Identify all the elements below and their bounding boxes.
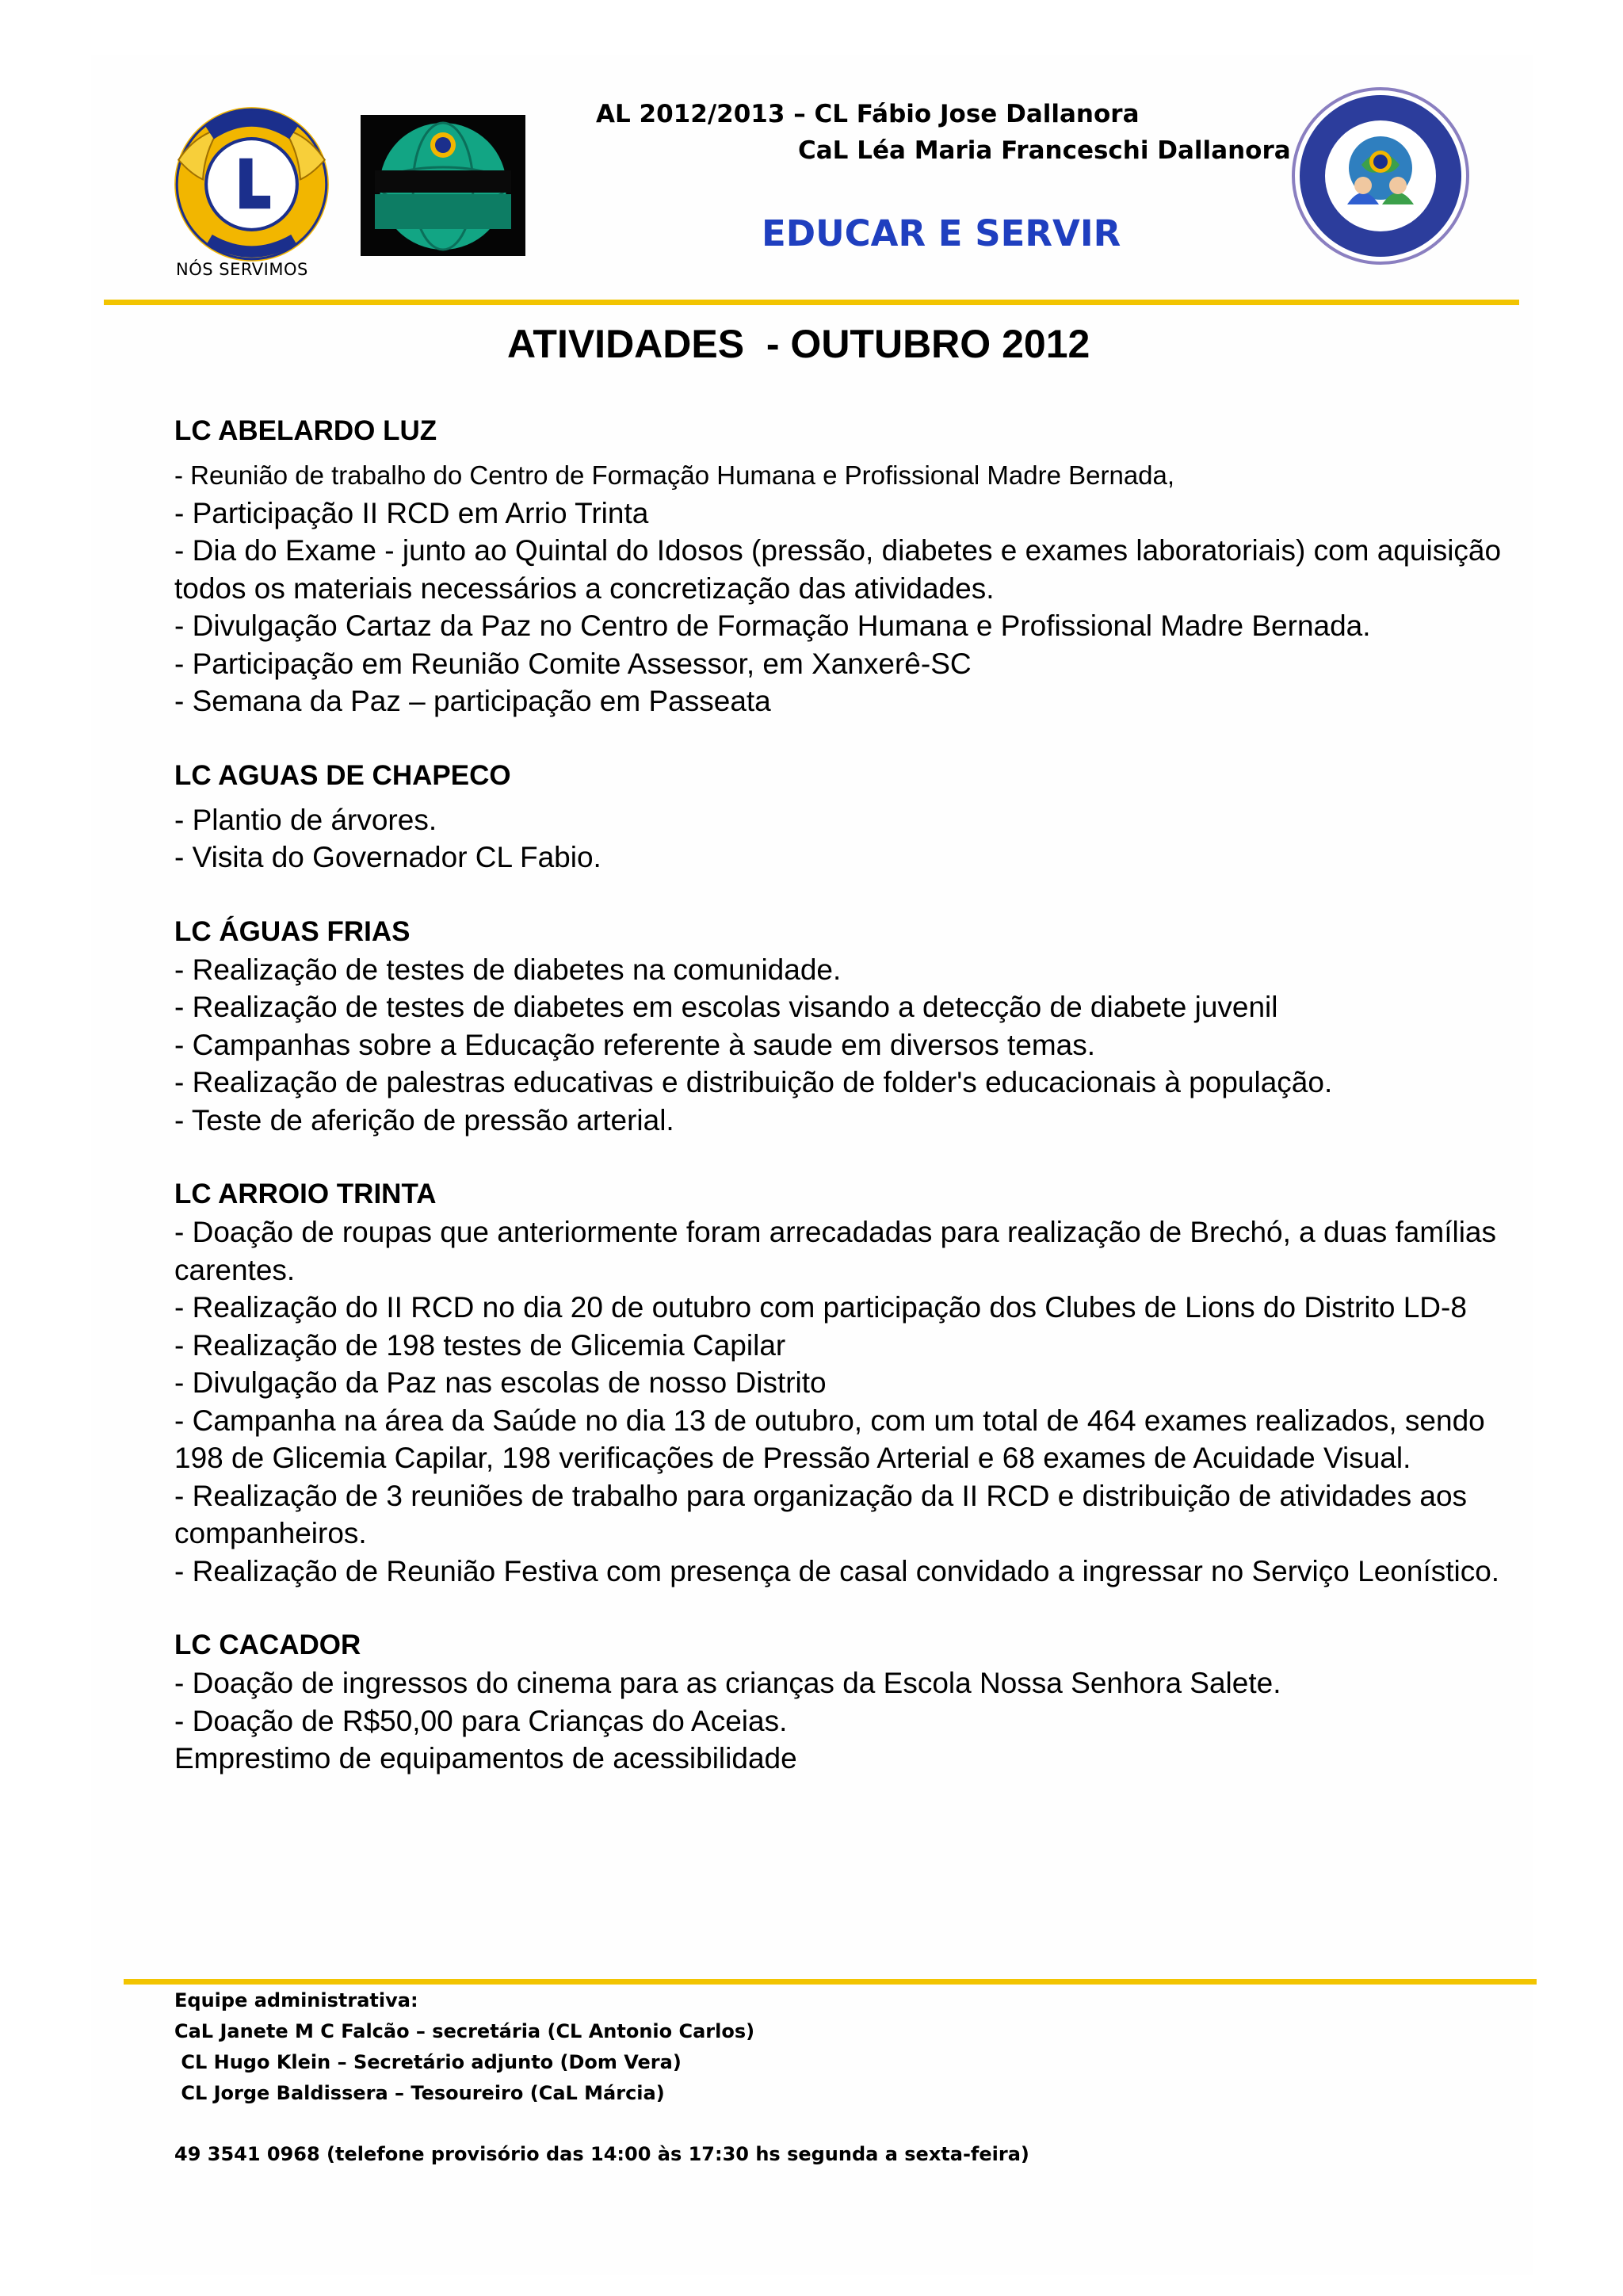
club-name: LC ABELARDO LUZ	[174, 415, 437, 446]
club-section	[174, 1626, 1506, 1778]
club-name: LC ARROIO TRINTA	[174, 1179, 437, 1209]
district-seal-educar-e-servir	[1290, 86, 1471, 266]
activity-item: - Realização de testes de diabetes na comunidade.	[174, 953, 842, 986]
club-name: LC AGUAS DE CHAPECO	[174, 759, 511, 791]
activity-item: - Reunião de trabalho do Centro de Formação Humana e Profissional Madre Bernada,	[174, 460, 1175, 490]
activity-item: - Realização de palestras educativas e distribuição de folder's educacionais à população.	[174, 1066, 1333, 1098]
lions-motto-caption: NÓS SERVIMOS	[176, 260, 308, 279]
activity-item: - Realização do II RCD no dia 20 de outubro com participação dos Clubes de Lions do Distrito LD-8	[174, 1291, 1467, 1324]
activity-item: - Semana da Paz – participação em Passeata	[174, 685, 771, 717]
club-name: LC ÁGUAS FRIAS	[174, 915, 411, 947]
activity-item: - Realização de testes de diabetes em escolas visando a detecção de diabete juvenil	[174, 991, 1278, 1023]
activity-item: - Doação de roupas que anteriormente foram arrecadadas para realização de Brechó, a duas famílias carentes.	[174, 1216, 1496, 1286]
activity-item: - Participação II RCD em Arrio Trinta	[174, 496, 649, 529]
activity-item: - Visita do Governador CL Fabio.	[174, 841, 601, 873]
lions-international-logo	[170, 103, 333, 266]
governor-line: AL 2012/2013 – CL Fábio Jose Dallanora	[596, 100, 1140, 128]
activity-item: - Doação de R$50,00 para Crianças do Aceias.	[174, 1704, 788, 1737]
activity-item: - Realização de 3 reuniões de trabalho para organização da II RCD e distribuição de atividades aos companheiros.	[174, 1479, 1468, 1549]
activity-item: - Teste de aferição de pressão arterial.	[174, 1103, 674, 1137]
activity-item: - Doação de ingressos do cinema para as crianças da Escola Nossa Senhora Salete.	[174, 1667, 1281, 1699]
activity-item: Emprestimo de equipamentos de acessibilidade	[174, 1742, 797, 1775]
activity-item: - Realização de 198 testes de Glicemia Capilar	[174, 1328, 786, 1362]
club-section	[174, 757, 1506, 877]
footer-team-member: CaL Janete M C Falcão – secretária (CL Antonio Carlos)	[174, 2020, 755, 2042]
district-motto: EDUCAR E SERVIR	[762, 212, 1121, 254]
page-title: ATIVIDADES - OUTUBRO 2012	[507, 322, 1090, 366]
club-section	[174, 1175, 1506, 1590]
club-section	[174, 412, 1506, 720]
world-of-service-logo	[361, 115, 525, 256]
footer-team-member: CL Hugo Klein – Secretário adjunto (Dom Vera)	[174, 2051, 682, 2073]
activity-item: - Plantio de árvores.	[174, 803, 437, 836]
activity-item: - Dia do Exame - junto ao Quintal do Idosos (pressão, diabetes e exames laboratoriais) com aquisição todos os materiais necessários a concretização das atividades.	[174, 534, 1502, 605]
activity-item: - Realização de Reunião Festiva com presença de casal convidado a ingressar no Serviço Leonístico.	[174, 1554, 1500, 1587]
club-name: LC CACADOR	[174, 1629, 361, 1660]
footer-team-member: CL Jorge Baldissera – Tesoureiro (CaL Márcia)	[174, 2082, 665, 2104]
activity-item: - Divulgação Cartaz da Paz no Centro de Formação Humana e Profissional Madre Bernada.	[174, 609, 1371, 642]
club-activities-list	[174, 412, 1506, 1814]
activity-item: - Participação em Reunião Comite Assessor, em Xanxerê-SC	[174, 647, 972, 680]
header-divider	[104, 300, 1519, 305]
spouse-line: CaL Léa Maria Franceschi Dallanora	[798, 136, 1291, 165]
activity-item: - Campanha na área da Saúde no dia 13 de outubro, com um total de 464 exames realizados, sendo 198 de Glicemia Capilar, 198 verificações de Pressão Arterial e 68 exames de Acuidade Visual.	[174, 1404, 1485, 1474]
footer-team-heading: Equipe administrativa:	[174, 1989, 418, 2011]
activity-item: - Divulgação da Paz nas escolas de nosso Distrito	[174, 1366, 827, 1399]
activity-item: - Campanhas sobre a Educação referente à saude em diversos temas.	[174, 1028, 1096, 1061]
footer-phone: 49 3541 0968 (telefone provisório das 14:00 às 17:30 hs segunda a sexta-feira)	[174, 2143, 1029, 2165]
footer	[174, 1985, 1029, 2170]
club-section	[174, 913, 1506, 1140]
footer-divider	[124, 1979, 1537, 1985]
